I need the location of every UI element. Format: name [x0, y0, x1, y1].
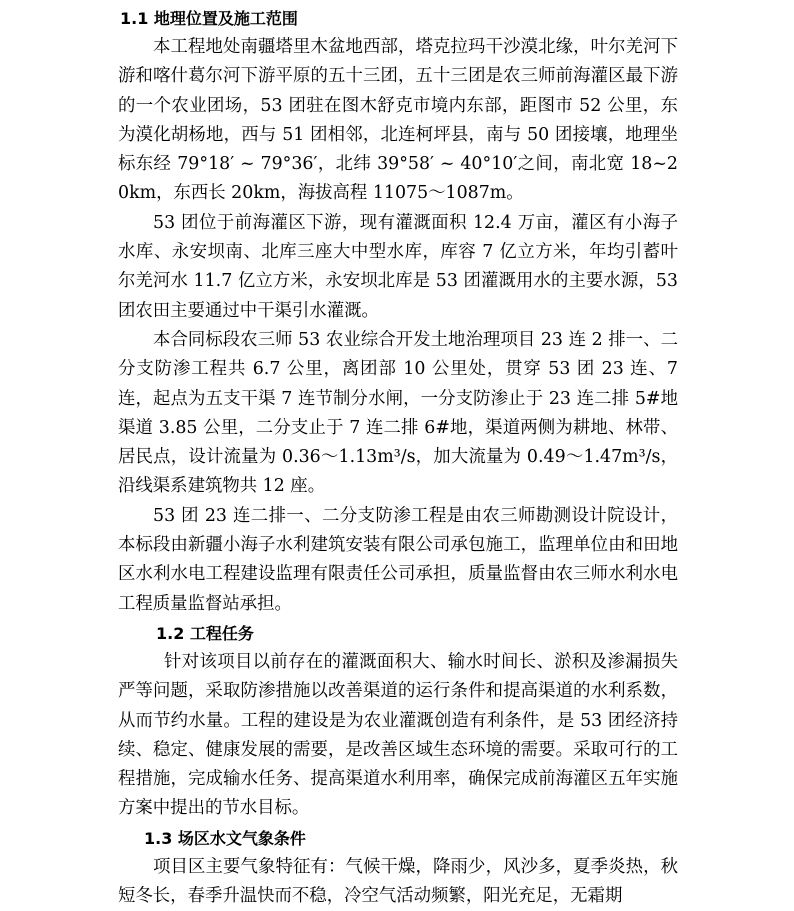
- paragraph-project-tasks: 针对该项目以前存在的灌溉面积大、输水时间长、淤积及渗漏损失严等问题，采取防渗措施以改善渠道的运行条件和提高渠道的水利系数，从而节约水量。工程的建设是为农业灌溉创造有利条件，是 53 团经济持续、稳定、健康发展的需要，是改善区域生态环境的需要。采取可行的工程措施，完成输水任务、提高渠道水利用率，确保完成前海灌区五年实施方案中提出的节水目标。: [118, 651, 678, 819]
- section-heading-1-1: 1.1 地理位置及施工范围: [120, 9, 298, 28]
- document-body: [118, 4, 678, 911]
- paragraph-contract-section: 本合同标段农三师 53 农业综合开发土地治理项目 23 连 2 排一、二分支防渗工程共 6.7 公里，离团部 10 公里处，贯穿 53 团 23 连、7 连，起点为五支干渠 7 连节制分水闸，一分支防渗止于 23 连二排 5#地渠道 3.85 公里，二分支止于 7 连二排 6#地，渠道两侧为耕地、林带、居民点，设计流量为 0.36～1.13m³/s，加大流量为 0.49～1.47m³/s，沿线渠系建筑物共 12 座。: [118, 329, 678, 497]
- paragraph-parties: 53 团 23 连二排一、二分支防渗工程是由农三师勘测设计院设计，本标段由新疆小海子水利建筑安装有限公司承包施工，监理单位由和田地区水利水电工程建设监理有限责任公司承担，质量监督由农三师水利水电工程质量监督站承担。: [118, 505, 678, 614]
- section-heading-1-3: 1.3 场区水文气象条件: [144, 828, 306, 848]
- paragraph-climate: 项目区主要气象特征有：气候干燥，降雨少，风沙多，夏季炎热，秋短冬长，春季升温快而不稳，冷空气活动频繁，阳光充足，无霜期: [118, 856, 678, 907]
- paragraph-irrigation-district: 53 团位于前海灌区下游，现有灌溉面积 12.4 万亩，灌区有小海子水库、永安坝南、北库三座大中型水库，库容 7 亿立方米，年均引蓄叶尔羌河水 11.7 亿立方米，永安坝北库是 53 团灌溉用水的主要水源，53 团农田主要通过中干渠引水灌溉。: [118, 212, 678, 321]
- paragraph-location: 本工程地处南疆塔里木盆地西部，塔克拉玛干沙漠北缘，叶尔羌河下游和喀什葛尔河下游平原的五十三团，五十三团是农三师前海灌区最下游的一个农业团场，53 团驻在图木舒克市境内东部，距图市 52 公里，东为漠化胡杨地，西与 51 团相邻，北连柯坪县，南与 50 团接壤，地理坐标东经 79°18′ ~ 79°36′，北纬 39°58′ ~ 40°10′之间，南北宽 18~20km，东西长 20km，海拔高程 11075～1087m。: [118, 37, 678, 204]
- section-heading-1-2: 1.2 工程任务: [156, 623, 254, 643]
